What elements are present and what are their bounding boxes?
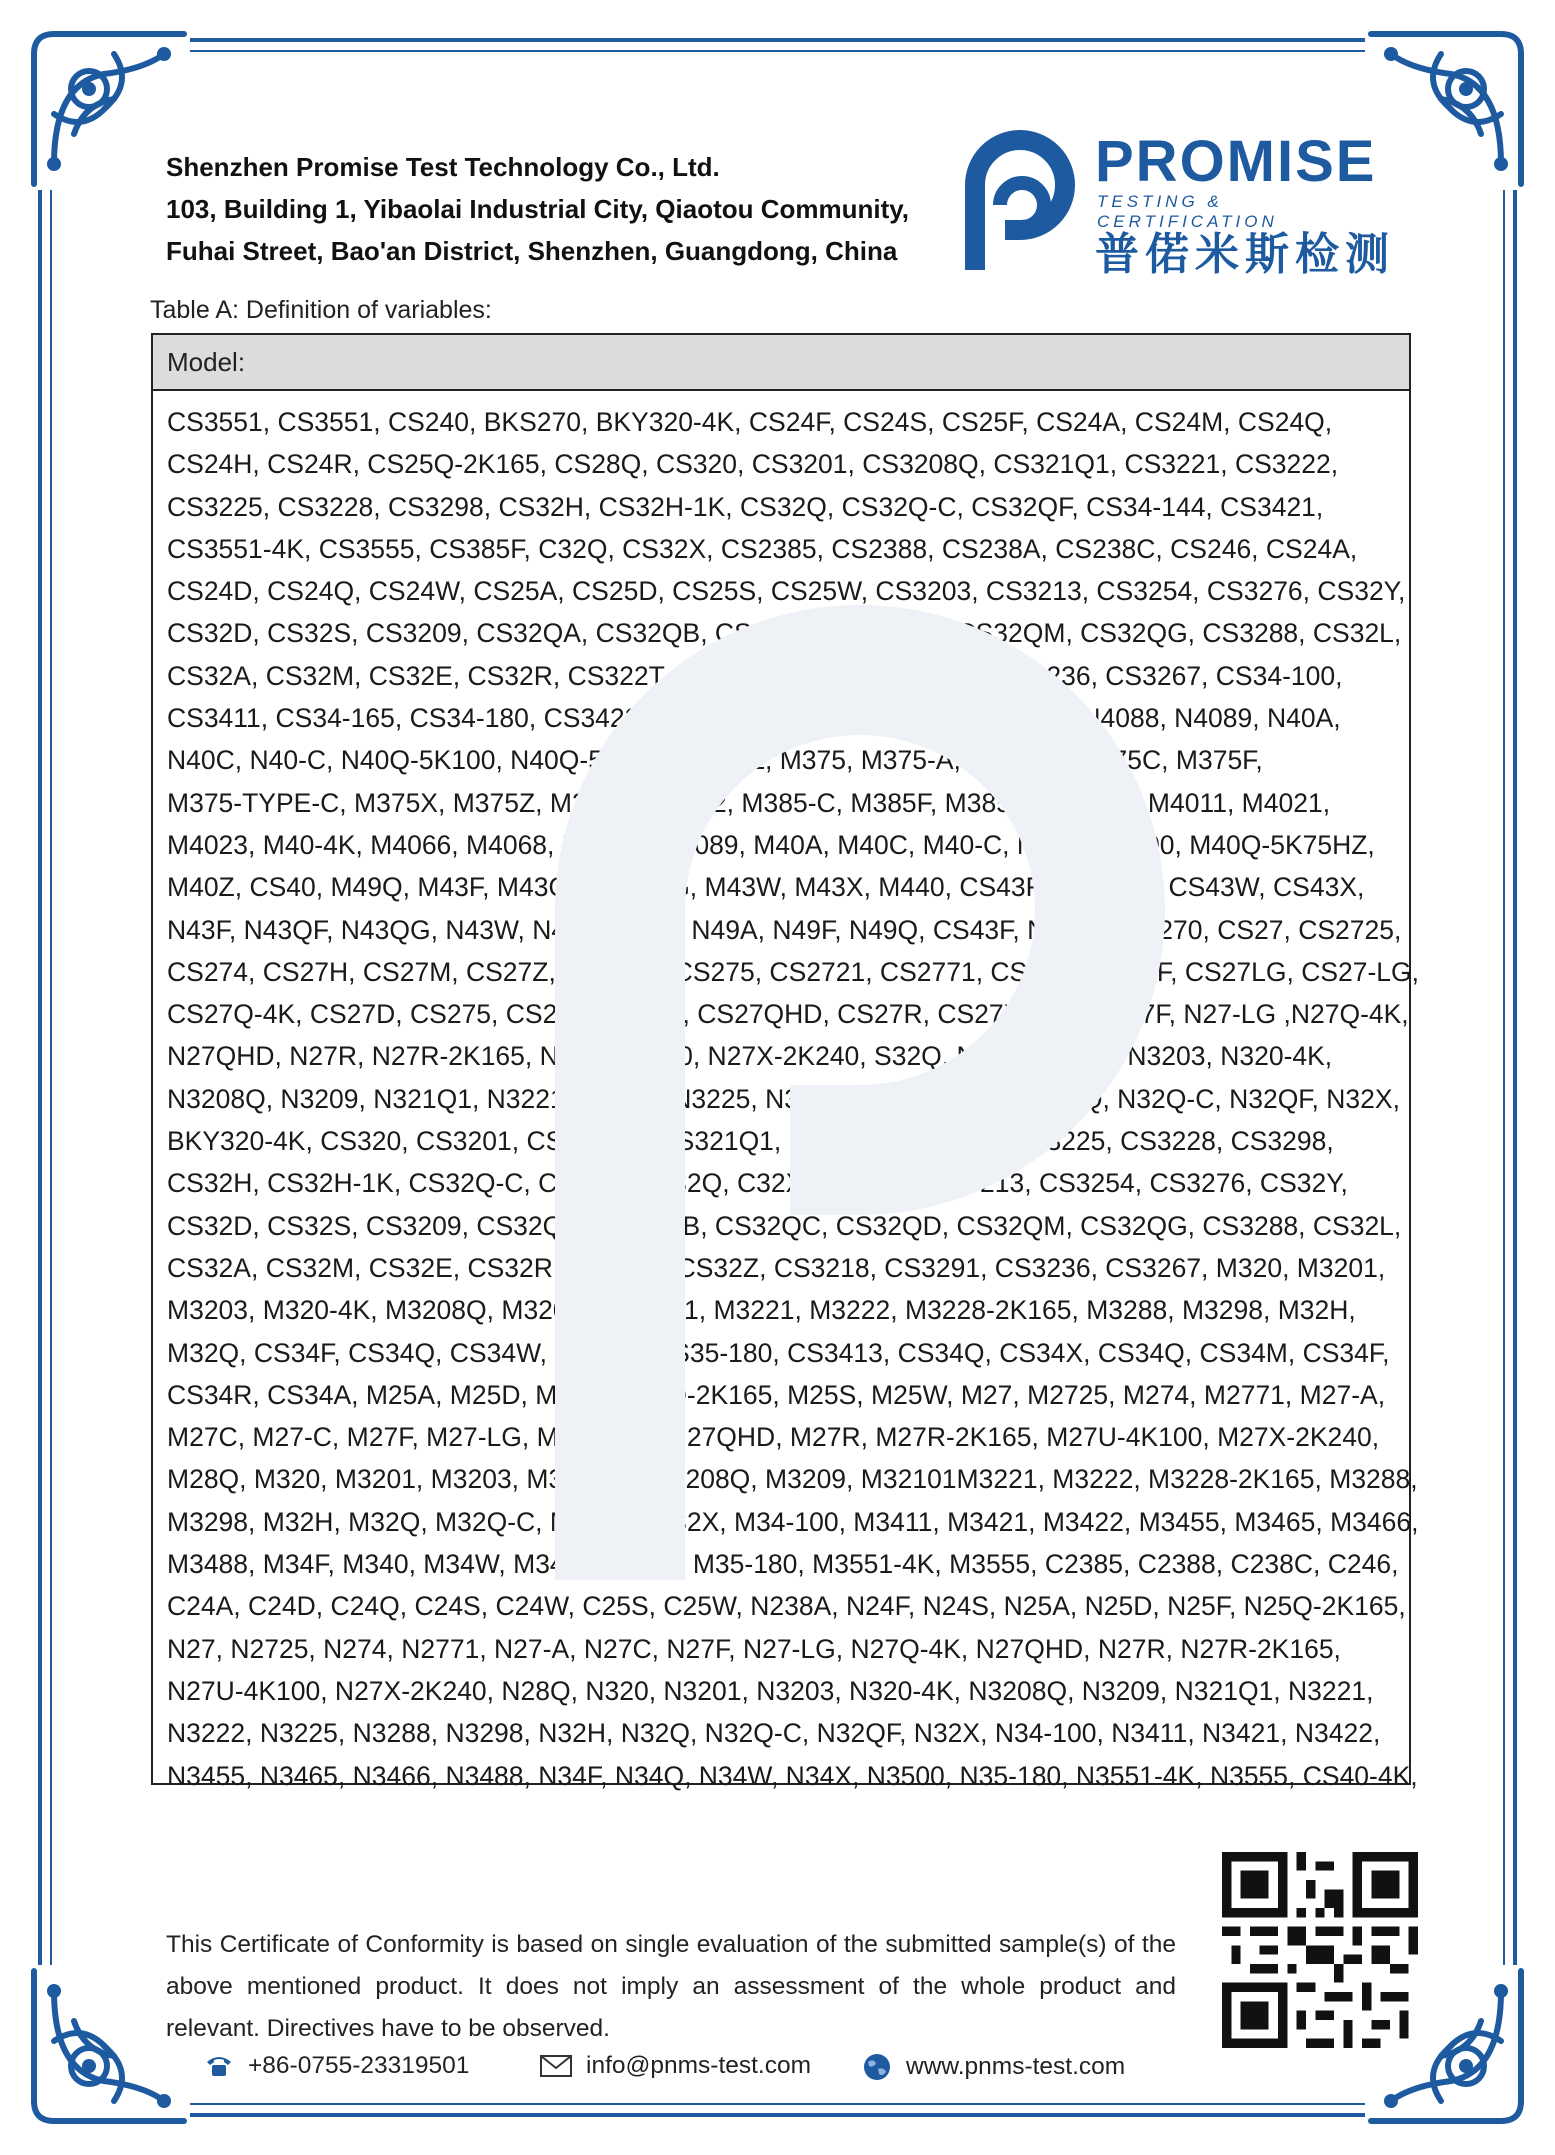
model-list-line: CS3225, CS3228, CS3298, CS32H, CS32H-1K, CS32Q, CS32Q-C, CS32QF, CS34-144, CS3421, <box>167 491 1324 522</box>
logo-chinese-name: 普偌米斯检测 <box>1095 230 1395 279</box>
model-list-line: M28Q, M320, M3201, M3203, M320-4K, M3208Q, M3209, M32101M3221, M3222, M3228-2K165, M3288, <box>167 1464 1418 1495</box>
model-definition-table <box>151 333 1420 1791</box>
model-list-line: M32Q, CS34F, CS34Q, CS34W, CS34X, CS35-180, CS3413, CS34Q, CS34X, CS34Q, CS34M, CS34F, <box>167 1337 1390 1368</box>
frame-top-line-inner <box>190 50 1365 52</box>
model-list-line: CS32A, CS32M, CS32E, CS32R, CS322T, CS32Z, CS3218, CS3291, CS3236, CS3267, CS34-100, <box>167 660 1343 691</box>
promise-p-logo-icon <box>955 130 1085 280</box>
model-list-line: CS32A, CS32M, CS32E, CS32R, CS322T, CS32Z, CS3218, CS3291, CS3236, CS3267, M320, M3201, <box>167 1252 1386 1283</box>
model-list-line: M3203, M320-4K, M3208Q, M3209, M321Q1, M3221, M3222, M3228-2K165, M3288, M3298, M32H, <box>167 1295 1356 1326</box>
model-list-line: CS32D, CS32S, CS3209, CS32QA, CS32QB, CS32QC, CS32QD, CS32QM, CS32QG, CS3288, CS32L, <box>167 1210 1402 1241</box>
model-list-line: M4023, M40-4K, M4066, M4068, M4088, M4089, M40A, M40C, M40-C, M40Q-5K100, M40Q-5K75HZ, <box>167 829 1375 860</box>
model-list-line: M3488, M34F, M340, M34W, M34X, M3500, M35-180, M3551-4K, M3555, C2385, C2388, C238C, C246, <box>167 1549 1399 1580</box>
model-list-line: CS24H, CS24R, CS25Q-2K165, CS28Q, CS320, CS3201, CS3208Q, CS321Q1, CS3221, CS3222, <box>167 449 1339 480</box>
company-block <box>166 146 909 272</box>
globe-icon <box>862 2052 892 2082</box>
logo-name: PROMISE <box>1095 129 1377 194</box>
model-list-line: M40Z, CS40, M49Q, M43F, M43QF, M43QG, M43W, M43X, M440, CS43F, CS43QF, CS43W, CS43X, <box>167 872 1365 903</box>
telephone-icon <box>204 2054 234 2078</box>
model-list-line: CS3411, CS34-165, CS34-180, CS3422, CS3455, CS3465, CS3466, CS3488N4088, N4089, N40A, <box>167 703 1341 734</box>
model-list-line: M3298, M32H, M32Q, M32Q-C, M32QF, M32X, M34-100, M3411, M3421, M3422, M3455, M3465, M3466, <box>167 1506 1419 1537</box>
model-list-line: M375-TYPE-C, M375X, M375Z, M3801, M3802, M385-C, M385F, M385G, M385Q, M4011, M4021, <box>167 787 1331 818</box>
model-list-line: N3208Q, N3209, N321Q1, N3221, N3222, N3225, N3288, N3298, N32H, N32Q, N32Q-C, N32QF, N32X, <box>167 1083 1400 1114</box>
model-list-line: CS3551-4K, CS3555, CS385F, C32Q, CS32X, CS2385, CS2388, CS238A, CS238C, CS246, CS24A, <box>167 533 1358 564</box>
frame-left-line-inner <box>50 190 52 1965</box>
email-address[interactable]: info@pnms-test.com <box>586 2052 812 2079</box>
model-list-line: N27U-4K100, N27X-2K240, N28Q, N320, N3201, N3203, N320-4K, N3208Q, N3209, N321Q1, N3221, <box>167 1675 1374 1706</box>
model-list-line: M27C, M27-C, M27F, M27-LG, M27Q-4K, M27QHD, M27R, M27R-2K165, M27U-4K100, M27X-2K240, <box>167 1422 1380 1453</box>
frame-top-line-outer <box>190 38 1365 42</box>
conformity-disclaimer: This Certificate of Conformity is based on single evaluation of the submitted sample(s) of the above mentioned product. It does not imply an assessment of the whole product and relevant. Directives have to be observed. <box>166 1931 1176 2042</box>
model-list-line: CS32D, CS32S, CS3209, CS32QA, CS32QB, CS32QC, CS32QD, CS32QM, CS32QG, CS3288, CS32L, <box>167 618 1402 649</box>
address-line-2: Fuhai Street, Bao'an District, Shenzhen, Guangdong, China <box>166 236 898 266</box>
model-list-line: CS34R, CS34A, M25A, M25D, M25F, M25Q-2K165, M25S, M25W, M27, M2725, M274, M2771, M27-A, <box>167 1379 1386 1410</box>
model-list-line: N3455, N3465, N3466, N3488, N34F, N34Q, N34W, N34X, N3500, N35-180, N3551-4K, N3555, CS40-4K, <box>167 1760 1418 1791</box>
model-list-line: N40C, N40-C, N40Q-5K100, N40Q-5K75HZ, N40Z, M375, M375-A, M375-B, M375C, M375F, <box>167 745 1263 776</box>
table-caption: Table A: Definition of variables: <box>150 296 492 324</box>
model-list-line: N27, N2725, N274, N2771, N27-A, N27C, N27F, N27-LG, N27Q-4K, N27QHD, N27R, N27R-2K165, <box>167 1633 1341 1664</box>
website-url[interactable]: www.pnms-test.com <box>906 2053 1126 2080</box>
frame-right-line-outer <box>1513 190 1517 1965</box>
frame-right-line-inner <box>1503 190 1505 1965</box>
model-list-line: C24A, C24D, C24Q, C24S, C24W, C25S, C25W, N238A, N24F, N24S, N25A, N25D, N25F, N25Q-2K165, <box>167 1591 1406 1622</box>
logo-tagline: TESTING & CERTIFICATION <box>1097 192 1278 231</box>
model-list-line: CS32H, CS32H-1K, CS32Q-C, CS32QF, C32Q, C32X, CS3203, CS3213, CS3254, CS3276, CS32Y, <box>167 1168 1348 1199</box>
contact-phone <box>204 2052 469 2080</box>
frame-left-line-outer <box>38 190 42 1965</box>
model-list-cell <box>153 391 1420 1797</box>
company-name: Shenzhen Promise Test Technology Co., Ltd. <box>166 152 720 182</box>
model-list-line: CS24D, CS24Q, CS24W, CS25A, CS25D, CS25S, CS25W, CS3203, CS3213, CS3254, CS3276, CS32Y, <box>167 576 1406 607</box>
address-line-1: 103, Building 1, Yibaolai Industrial City, Qiaotou Community, <box>166 194 910 224</box>
model-header-cell: Model: <box>153 335 1409 391</box>
qr-code-icon <box>1222 1852 1418 2048</box>
model-list-line: N43F, N43QF, N43QG, N43W, N43X, N440, N49A, N49F, N49Q, CS43F, N270, BKS270, CS27, CS2725, <box>167 914 1402 945</box>
model-list-line: N27QHD, N27R, N27R-2K165, N27U-4K100, N27X-2K240, S32Q, N320, N3201, N3203, N320-4K, <box>167 1041 1333 1072</box>
contact-website <box>862 2052 1125 2082</box>
model-list-line: CS27Q-4K, CS27D, CS275, CS27L, CS279, CS27QHD, CS27R, CS27X-2K240N27F, N27-LG ,N27Q-4K, <box>167 999 1409 1030</box>
model-list-line: BKY320-4K, CS320, CS3201, CS3208Q, CS321Q1, CS3221, CS3222, CS3225, CS3228, CS3298, <box>167 1126 1334 1157</box>
frame-bottom-line-outer <box>190 2113 1365 2117</box>
promise-logo <box>955 130 1395 280</box>
envelope-icon <box>540 2055 572 2077</box>
model-list-line: CS3551, CS3551, CS240, BKS270, BKY320-4K, CS24F, CS24S, CS25F, CS24A, CS24M, CS24Q, <box>167 407 1333 437</box>
model-list-line: CS274, CS27H, CS27M, CS27Z, CS2715, CS275, CS2721, CS2771, CS27C, CS27F, CS27LG, CS27-LG, <box>167 956 1420 987</box>
contact-email <box>540 2052 811 2080</box>
frame-bottom-line-inner <box>190 2103 1365 2105</box>
model-list-line: N3222, N3225, N3288, N3298, N32H, N32Q, N32Q-C, N32QF, N32X, N34-100, N3411, N3421, N3422, <box>167 1718 1381 1749</box>
phone-number: +86-0755-23319501 <box>248 2052 470 2079</box>
